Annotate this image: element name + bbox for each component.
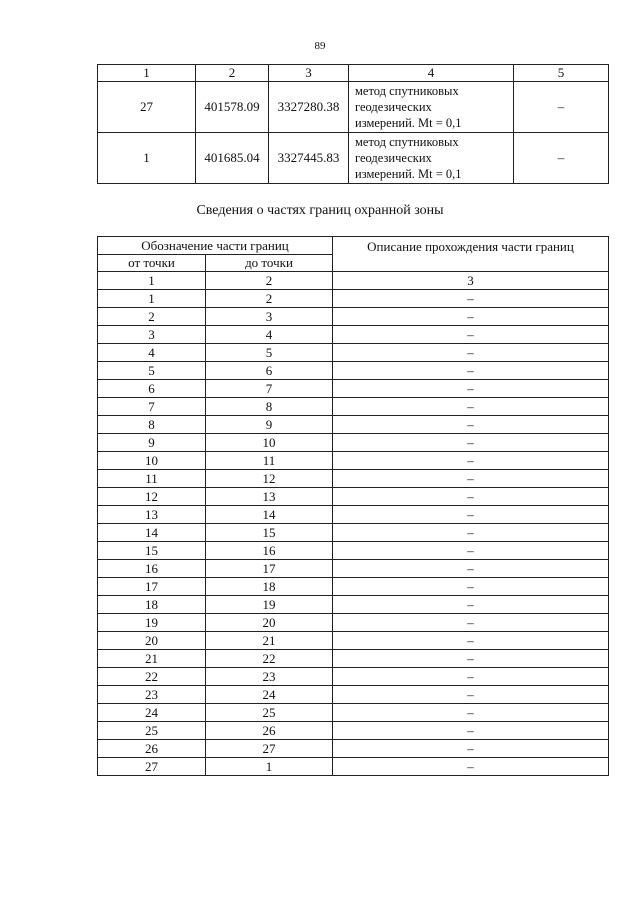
from-point: 5 (98, 362, 206, 380)
from-point: 11 (98, 470, 206, 488)
from-point: 6 (98, 380, 206, 398)
part-description: – (333, 560, 609, 578)
to-point: 22 (206, 650, 333, 668)
from-point: 27 (98, 758, 206, 776)
to-point: 15 (206, 524, 333, 542)
boundary-part-row (98, 614, 609, 632)
to-point: 10 (206, 434, 333, 452)
part-description: – (333, 722, 609, 740)
coordinates-row (98, 133, 609, 184)
boundary-part-row (98, 632, 609, 650)
part-description: – (333, 470, 609, 488)
point-number: 27 (98, 82, 196, 133)
method-line: измерений. Mt = 0,1 (355, 116, 462, 130)
to-point: 21 (206, 632, 333, 650)
part-description: – (333, 614, 609, 632)
from-point: 9 (98, 434, 206, 452)
to-point: 18 (206, 578, 333, 596)
boundary-part-row (98, 596, 609, 614)
to-point: 16 (206, 542, 333, 560)
part-description: – (333, 524, 609, 542)
from-point: 2 (98, 308, 206, 326)
part-description: – (333, 506, 609, 524)
section-title: Сведения о частях границ охранной зоны (196, 203, 444, 218)
to-point: 1 (206, 758, 333, 776)
boundary-part-row (98, 704, 609, 722)
column-number-2: 2 (206, 272, 333, 290)
from-point: 1 (98, 290, 206, 308)
boundary-part-row (98, 416, 609, 434)
column-number-3: 3 (333, 272, 609, 290)
to-point: 23 (206, 668, 333, 686)
coordinate-y: 3327280.38 (269, 82, 349, 133)
boundary-part-row (98, 740, 609, 758)
part-description: – (333, 542, 609, 560)
method-line: метод спутниковых (355, 84, 459, 98)
boundary-part-row (98, 524, 609, 542)
from-point: 22 (98, 668, 206, 686)
from-point: 13 (98, 506, 206, 524)
column-number-1: 1 (98, 65, 196, 82)
boundary-part-row (98, 542, 609, 560)
boundary-part-row (98, 668, 609, 686)
part-description: – (333, 416, 609, 434)
from-point: 18 (98, 596, 206, 614)
coordinate-x: 401578.09 (196, 82, 269, 133)
boundary-part-row (98, 362, 609, 380)
description-header: Описание прохождения части границ (333, 237, 609, 272)
part-description: – (333, 434, 609, 452)
coordinate-x: 401685.04 (196, 133, 269, 184)
method-line: геодезических (355, 100, 432, 114)
point-description: – (514, 82, 609, 133)
part-description: – (333, 380, 609, 398)
coordinates-table (97, 64, 609, 184)
from-point: 10 (98, 452, 206, 470)
coordinates-header-row (98, 65, 609, 82)
boundary-part-row (98, 650, 609, 668)
column-number-3: 3 (269, 65, 349, 82)
part-description: – (333, 344, 609, 362)
designation-header: Обозначение части границ (98, 237, 333, 255)
from-point: 7 (98, 398, 206, 416)
to-point: 14 (206, 506, 333, 524)
method-line: измерений. Mt = 0,1 (355, 167, 462, 181)
boundary-part-row (98, 398, 609, 416)
from-point: 26 (98, 740, 206, 758)
part-description: – (333, 632, 609, 650)
column-numbering-row (98, 272, 609, 290)
boundary-part-row (98, 686, 609, 704)
from-point-header: от точки (98, 255, 206, 272)
boundary-parts-table (97, 236, 609, 776)
to-point: 5 (206, 344, 333, 362)
page-number: 89 (314, 40, 326, 52)
part-description: – (333, 488, 609, 506)
boundary-part-row (98, 470, 609, 488)
part-description: – (333, 326, 609, 344)
boundary-part-row (98, 434, 609, 452)
part-description: – (333, 452, 609, 470)
boundary-part-row (98, 290, 609, 308)
part-description: – (333, 758, 609, 776)
to-point: 20 (206, 614, 333, 632)
boundary-part-row (98, 326, 609, 344)
boundary-part-row (98, 380, 609, 398)
to-point: 24 (206, 686, 333, 704)
part-description: – (333, 686, 609, 704)
to-point: 26 (206, 722, 333, 740)
part-description: – (333, 362, 609, 380)
method-line: геодезических (355, 151, 432, 165)
from-point: 4 (98, 344, 206, 362)
part-description: – (333, 308, 609, 326)
to-point: 4 (206, 326, 333, 344)
from-point: 21 (98, 650, 206, 668)
from-point: 14 (98, 524, 206, 542)
determination-method (349, 82, 514, 133)
column-number-4: 4 (349, 65, 514, 82)
part-description: – (333, 668, 609, 686)
from-point: 19 (98, 614, 206, 632)
to-point: 11 (206, 452, 333, 470)
to-point: 3 (206, 308, 333, 326)
column-number-5: 5 (514, 65, 609, 82)
from-point: 25 (98, 722, 206, 740)
method-line: метод спутниковых (355, 135, 459, 149)
to-point: 7 (206, 380, 333, 398)
to-point: 6 (206, 362, 333, 380)
to-point: 2 (206, 290, 333, 308)
part-description: – (333, 578, 609, 596)
to-point: 19 (206, 596, 333, 614)
to-point: 27 (206, 740, 333, 758)
coordinates-row (98, 82, 609, 133)
to-point: 9 (206, 416, 333, 434)
boundary-part-row (98, 506, 609, 524)
to-point: 12 (206, 470, 333, 488)
part-description: – (333, 290, 609, 308)
from-point: 3 (98, 326, 206, 344)
parts-header-row (98, 237, 609, 255)
boundary-part-row (98, 344, 609, 362)
from-point: 23 (98, 686, 206, 704)
part-description: – (333, 398, 609, 416)
to-point: 8 (206, 398, 333, 416)
part-description: – (333, 740, 609, 758)
boundary-part-row (98, 578, 609, 596)
coordinate-y: 3327445.83 (269, 133, 349, 184)
to-point: 17 (206, 560, 333, 578)
column-number-2: 2 (196, 65, 269, 82)
part-description: – (333, 650, 609, 668)
from-point: 12 (98, 488, 206, 506)
point-number: 1 (98, 133, 196, 184)
to-point: 13 (206, 488, 333, 506)
from-point: 20 (98, 632, 206, 650)
to-point-header: до точки (206, 255, 333, 272)
boundary-part-row (98, 560, 609, 578)
boundary-part-row (98, 722, 609, 740)
column-number-1: 1 (98, 272, 206, 290)
from-point: 15 (98, 542, 206, 560)
part-description: – (333, 596, 609, 614)
from-point: 16 (98, 560, 206, 578)
from-point: 17 (98, 578, 206, 596)
point-description: – (514, 133, 609, 184)
from-point: 8 (98, 416, 206, 434)
boundary-part-row (98, 758, 609, 776)
to-point: 25 (206, 704, 333, 722)
boundary-part-row (98, 308, 609, 326)
boundary-part-row (98, 488, 609, 506)
boundary-part-row (98, 452, 609, 470)
part-description: – (333, 704, 609, 722)
from-point: 24 (98, 704, 206, 722)
determination-method (349, 133, 514, 184)
